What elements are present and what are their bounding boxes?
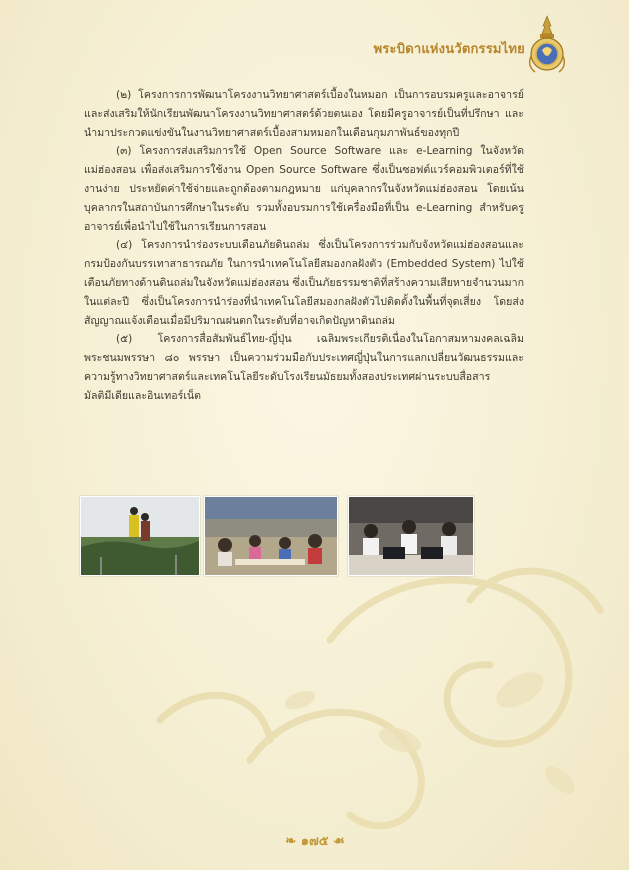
paragraph-project-2: (๒) โครงการการพัฒนาโครงงานวิทยาศาสตร์เบื้องในหมอก เป็นการอบรมครูและอาจารย์ และส่งเสริมให้นักเรียนพัฒนาโครงงานวิทยาศาสตร์ด้วยตนเอง โดยมีครูอาจารย์เป็นที่ปรึกษา และนำมาประกวดแข่งขันในงานวิทยาศาสตร์เบื้องสามหมอกในเดือนกุมภาพันธ์ของทุกปี <box>84 89 524 139</box>
footer-flourish-right-icon: ☙ <box>333 834 345 849</box>
royal-emblem-icon <box>525 14 569 78</box>
footer-flourish-left-icon: ❧ <box>285 834 297 849</box>
photo-computer-training <box>348 496 474 576</box>
page-number <box>250 833 380 851</box>
paragraph-project-5: (๕) โครงการสื่อสัมพันธ์ไทย-ญี่ปุ่น เฉลิมพระเกียรติเนื่องในโอกาสมหามงคลเฉลิมพระชนมพรรษา ๘๐ พรรษา เป็นความร่วมมือกับประเทศญี่ปุ่นในการแลกเปลี่ยนวัฒนธรรมและความรู้ทางวิทยาศาสตร์และเทคโนโลยีระดับโรงเรียนมัธยมทั้งสองประเทศผ่านระบบสื่อสารมัลติมีเดียและอินเทอร์เน็ต <box>84 333 524 402</box>
paragraph-project-3: (๓) โครงการส่งเสริมการใช้ Open Source Software และ e-Learning ในจังหวัดแม่ฮ่องสอน เพื่อส่งเสริมการใช้งาน Open Source Software ซึ่งเป็นซอฟต์แวร์คอมพิวเตอร์ที่ใช้งานง่าย ประหยัดค่าใช้จ่ายและถูกต้องตามกฎหมาย แก่บุคลากรในจังหวัดแม่ฮ่องสอน โดยเน้นบุคลากรในสถาบันการศึกษาในระดับ รวมทั้งอบรมการใช้เครื่องมือที่เป็น e-Learning สำหรับครูอาจารย์เพื่อนำไปใช้ในการเรียนการสอน <box>84 145 524 233</box>
photo-classroom-group <box>204 496 338 576</box>
photo-field-installation <box>80 496 200 576</box>
page-number-text: ๑๗๕ <box>300 834 329 849</box>
photo-strip <box>80 496 472 578</box>
paragraph-project-4: (๔) โครงการนำร่องระบบเตือนภัยดินถล่ม ซึ่งเป็นโครงการร่วมกับจังหวัดแม่ฮ่องสอนและกรมป้องกันบรรเทาสาธารณภัย ในการนำเทคโนโลยีสมองกลฝังตัว (Embedded System) ไปใช้เตือนภัยทางด้านดินถล่มในจังหวัดแม่ฮ่องสอน ซึ่งเป็นภัยธรรมชาติที่สร้างความเสียหายจำนวนมากในแต่ละปี ซึ่งเป็นโครงการนำร่องที่นำเทคโนโลยีสมองกลฝังตัวไปติดตั้งในพื้นที่จุดเสี่ยง โดยส่งสัญญาณแจ้งเตือนเมื่อมีปริมาณฝนตกในระดับที่อาจเกิดปัญหาดินถล่ม <box>84 239 524 327</box>
body-text <box>84 86 524 406</box>
header-title: พระบิดาแห่งนวัตกรรมไทย <box>373 42 525 57</box>
page-footer <box>250 833 380 853</box>
